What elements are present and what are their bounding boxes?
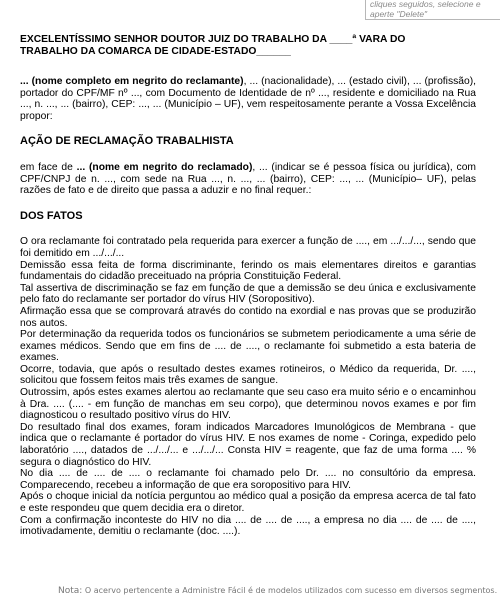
defendant-paragraph	[20, 162, 476, 197]
court-heading	[20, 34, 476, 58]
court-heading-line-1: EXCELENTÍSSIMO SENHOR DOUTOR JUIZ DO TRABALHO DA ____ª VARA DO	[20, 34, 406, 45]
claimant-paragraph	[20, 76, 476, 122]
court-heading-line-2: TRABALHO DA COMARCA DE CIDADE-ESTADO______	[20, 46, 291, 57]
facts-title: DOS FATOS	[20, 209, 83, 222]
document-page	[20, 34, 476, 538]
fact-paragraph: Tal assertiva de discriminação se faz em função de que a demissão se deu única e exclusivamente pelo fato do reclamante ser portador do vírus HIV (Soropositivo).	[20, 282, 476, 306]
action-title: AÇÃO DE RECLAMAÇÃO TRABALHISTA	[20, 135, 234, 148]
claimant-details: , ... (nacionalidade), ... (estado civil), ... (profissão), portador do CPF/MF nº ..., com Documento de Identidade de nº ..., residente e domiciliado na Rua ..., n. ..., ... (bairro), CEP: ..., ... (Município – UF), vem respeitosamente perante a Vossa Excelência propor:	[20, 76, 476, 122]
fact-paragraph: Afirmação essa que se comprovará através do contido na exordial e nas provas que se produzirão nos autos.	[20, 305, 476, 329]
defendant-name: ... (nome em negrito do reclamado)	[76, 161, 253, 173]
footer-note	[58, 586, 498, 596]
fact-paragraph: Após o choque inicial da notícia perguntou ao médico qual a posição da empresa acerca de tal fato e este respondeu que quem decidia era o diretor.	[20, 491, 476, 514]
fact-paragraph: Com a confirmação inconteste do HIV no dia .... de .... de ...., a empresa no dia .... de .... de ...., imotivadamente, demitiu o reclamante (doc. ....).	[20, 514, 476, 538]
defendant-prefix: em face de	[20, 161, 77, 173]
fact-paragraph: No dia .... de .... de .... o reclamante foi chamado pelo Dr. .... no consultório da empresa. Comparecendo, recebeu a informação de que era soropositivo para HIV.	[20, 468, 476, 491]
footer-text: O acervo pertencente a Administre Fácil é de modelos utilizados com sucesso em diversos segmentos.	[84, 586, 498, 595]
fact-paragraph: Do resultado final dos exames, foram indicados Marcadores Imunológicos de Membrana - que indica que o reclamante é portador do vírus HIV. E nos exames de nome - Coringa, expedido pelo laboratório ...., datados de .../.../... e .../.../... Consta HIV = reagente, que faz de uma forma .... % segura o diagnóstico do HIV.	[20, 421, 476, 468]
fact-paragraph: O ora reclamante foi contratado pela requerida para exercer a função de ...., em .../.../..., sendo que foi demitido em .../.../...	[20, 236, 476, 259]
instruction-line-1: cliques seguidos, selecione e	[370, 0, 481, 9]
fact-paragraph: Demissão essa feita de forma discriminante, ferindo os mais elementares direitos e garantias fundamentais do cidadão preceituado na própria Constituição Federal.	[20, 259, 476, 283]
footer-label: Nota:	[58, 586, 83, 596]
defendant-details: , ... (indicar se é pessoa física ou jurídica), com CPF/CNPJ de n. ..., com sede na Rua ..., n. ..., ... (bairro), CEP: ..., ... (Município– UF), pelas razões de fato e de direito que passa a aduzir e no final requer.:	[20, 161, 476, 197]
claimant-name: ... (nome completo em negrito do reclamante)	[20, 76, 244, 87]
instruction-box	[365, 0, 500, 20]
fact-paragraph: Por determinação da requerida todos os funcionários se submetem periodicamente a uma série de exames médicos. Sendo que em fins de .... de ...., o reclamante foi submetido a esta bateria de exames.	[20, 329, 476, 364]
fact-paragraph: Outrossim, após estes exames alertou ao reclamante que seu caso era muito sério e o encaminhou à Dra. .... (.... - em função de manchas em seu corpo), que determinou novos exames e por fim diagnosticou o resultado positivo vírus do HIV.	[20, 387, 476, 422]
instruction-line-2: aperte "Delete"	[370, 9, 428, 19]
fact-paragraph: Ocorre, todavia, que após o resultado destes exames rotineiros, o Médico da requerida, Dr. ...., solicitou que fossem feitos mais três exames de sangue.	[20, 363, 476, 387]
